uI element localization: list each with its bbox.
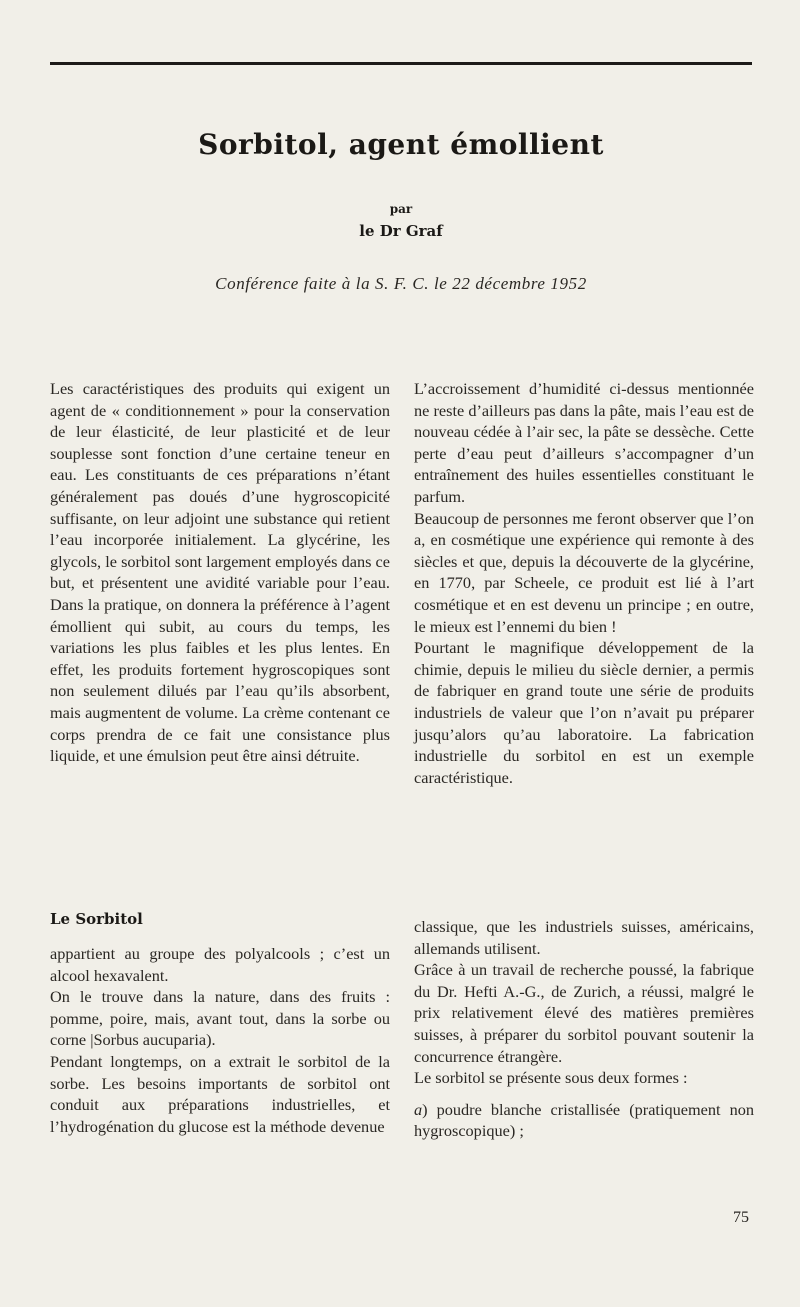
paragraph: Pendant longtemps, on a extrait le sorbitol de la sorbe. Les besoins importants de sorbitol ont conduit aux préparations industrielles, et l’hydrogénation du glucose est la méthode devenue [50, 1051, 390, 1136]
section-heading: Le Sorbitol [50, 910, 143, 928]
column-left-intro [50, 378, 390, 767]
column-right-sorbitol [414, 916, 754, 1142]
list-item [414, 1099, 754, 1142]
paragraph: Le sorbitol se présente sous deux formes : [414, 1068, 688, 1088]
column-right-top [414, 378, 754, 788]
byline-par: par [389, 202, 413, 216]
author-name: le Dr Graf [359, 222, 443, 240]
article-title: Sorbitol, agent émollient [198, 128, 604, 161]
paragraph: Pourtant le magnifique développement de la chimie, depuis le milieu du siècle dernier, a permis de fabriquer en grand toute une série de produits industriels de valeur que l’on n’avait pu préparer jusqu’alors qu’au laboratoire. La fabrication industrielle du sorbitol en est un exemple caractéristique. [414, 638, 754, 787]
top-rule [50, 62, 752, 65]
item-text: ) poudre blanche cristallisée (pratiquement non hygroscopique) ; [414, 1099, 754, 1141]
paragraph: L’accroissement d’humidité ci-dessus mentionnée ne reste d’ailleurs pas dans la pâte, mais l’eau est de nouveau cédée à l’air sec, la pâte se dessèche. Cette perte d’eau peut d’ailleurs s’accompagner d’un entraînement des huiles essentielles constituant le parfum. [414, 379, 754, 506]
paragraph: appartient au groupe des polyalcools ; c’est un alcool hexavalent. [50, 944, 390, 985]
paragraph: classique, que les industriels suisses, américains, allemands utilisent. [414, 917, 754, 958]
paragraph: Beaucoup de personnes me feront observer que l’on a, en cosmétique une expérience qui remonte à des siècles et que, depuis la découverte de la glycérine, en 1770, par Scheele, ce produit est lié à l’art cosmétique et en est devenu un principe ; en outre, le mieux est l’ennemi du bien ! [414, 508, 754, 636]
item-letter: a [414, 1099, 423, 1119]
paragraph: On le trouve dans la nature, dans des fruits : pomme, poire, mais, avant tout, dans la sorbe ou corne |Sorbus aucuparia). [50, 987, 390, 1050]
column-left-sorbitol [50, 943, 390, 1137]
paragraph: Les caractéristiques des produits qui exigent un agent de « conditionnement » pour la conservation de leur élasticité, de leur plasticité et de leur souplesse sont fonction d’une certaine teneur en eau. Les constituants de ces préparations n’étant généralement pas doués d’une hygroscopicité suffisante, on leur adjoint une substance qui retient l’eau incorporée initialement. La glycérine, les glycols, le sorbitol sont largement employés dans ce but, et présentent une avidité variable pour l’eau. Dans la pratique, on donnera la préférence à l’agent émollient qui subit, au cours du temps, les variations les plus faibles et les plus lentes. En effet, les produits fortement hygroscopiques sont non seulement dilués par l’eau qu’ils absorbent, mais augmentent de volume. La crème contenant ce corps prendra de ce fait une consistance plus liquide, et une émulsion peut être ainsi détruite. [50, 379, 390, 766]
paragraph: Grâce à un travail de recherche poussé, la fabrique du Dr. Hefti A.-G., de Zurich, a réussi, malgré le prix relativement élevé des matières premières suisses, à préparer du sorbitol pouvant soutenir la concurrence étrangère. [414, 960, 754, 1066]
page-number: 75 [733, 1209, 749, 1226]
conference-note: Conférence faite à la S. F. C. le 22 décembre 1952 [215, 274, 587, 293]
